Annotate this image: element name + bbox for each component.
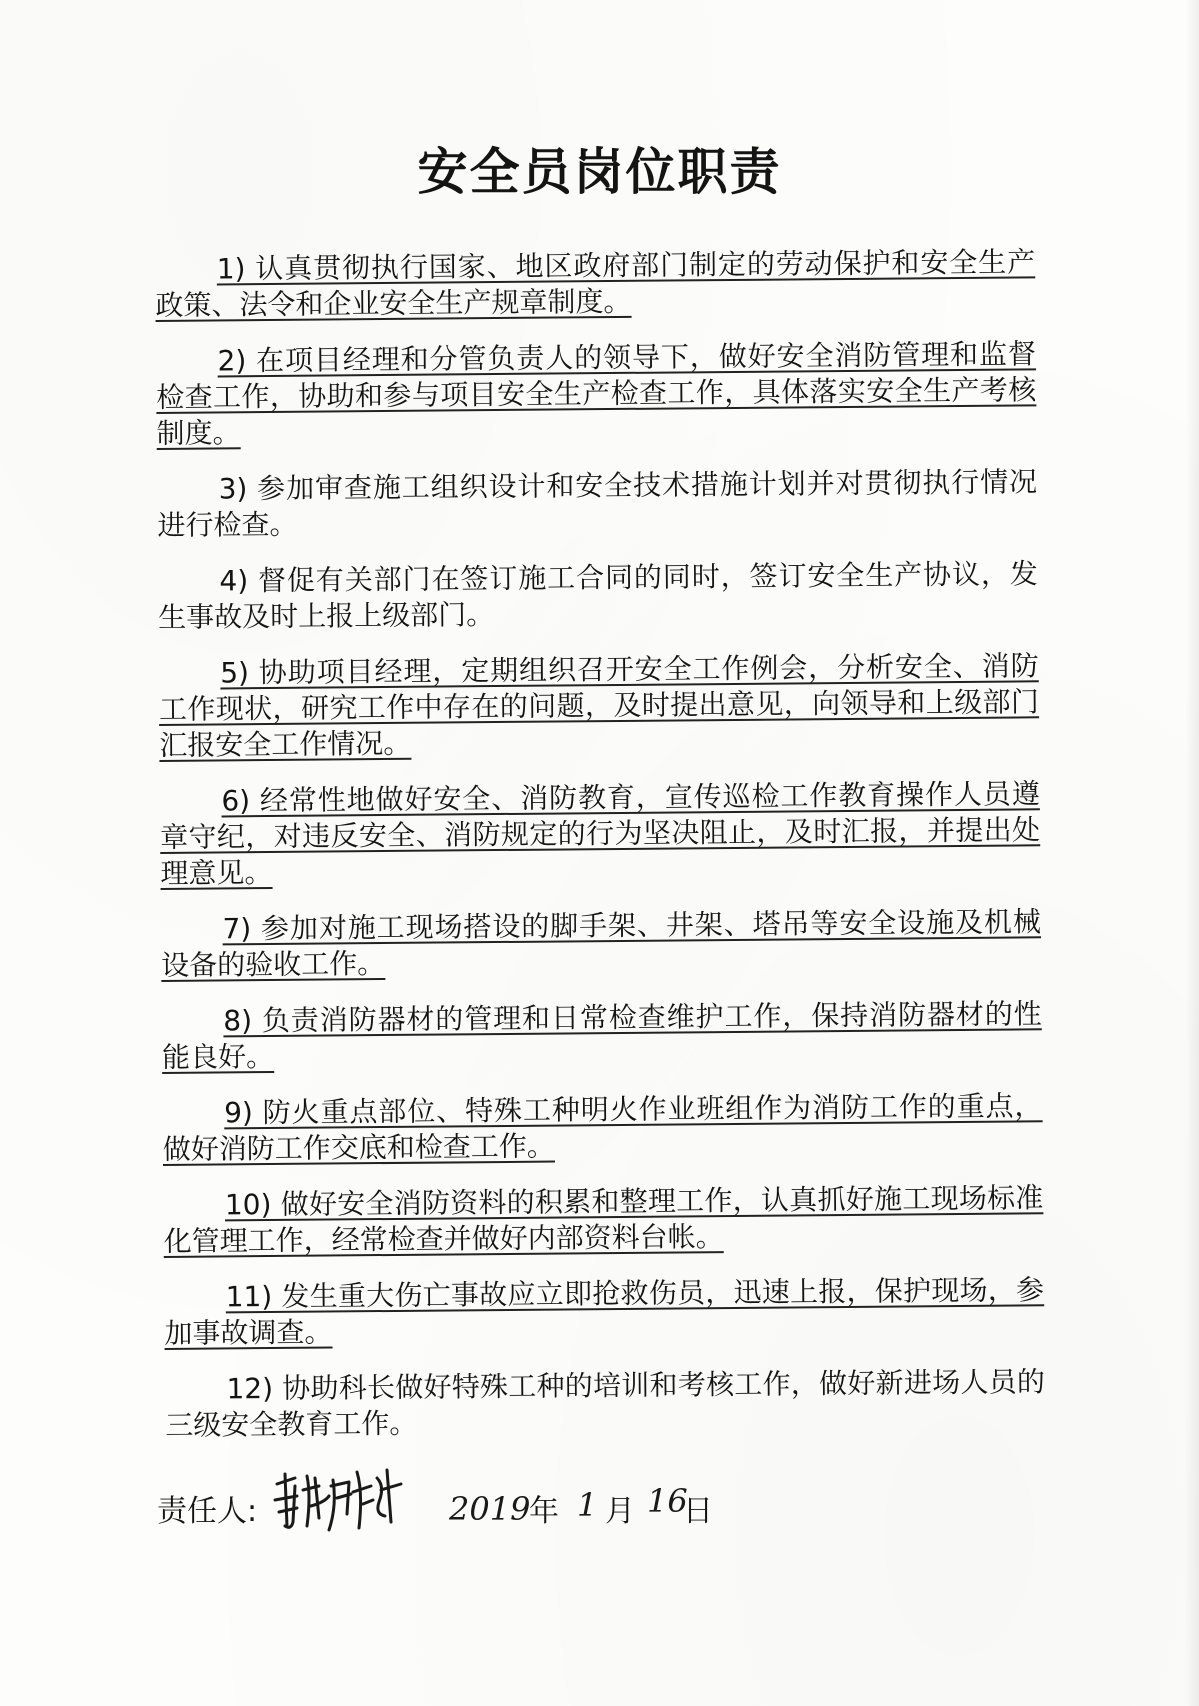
date-month-unit: 月 bbox=[605, 1494, 635, 1529]
signed-month: 1 bbox=[577, 1486, 598, 1524]
duty-list bbox=[155, 244, 1046, 1464]
signed-year: 2019 bbox=[449, 1490, 531, 1528]
duty-item: 8) 负责消防器材的管理和日常检查维护工作，保持消防器材的性能良好。 bbox=[161, 997, 1042, 1074]
duty-item: 10) 做好安全消防资料的积累和整理工作，认真抓好施工现场标准化管理工作，经常检查并做好内部资料台帐。 bbox=[163, 1181, 1044, 1258]
duty-item: 9) 防火重点部位、特殊工种明火作业班组作为消防工作的重点，做好消防工作交底和检查工作。 bbox=[162, 1089, 1043, 1166]
signature-label: 责任人: bbox=[157, 1494, 258, 1529]
duty-item: 3) 参加审查施工组织设计和安全技术措施计划并对贯彻执行情况进行检查。 bbox=[157, 465, 1038, 542]
duty-item: 11) 发生重大伤亡事故应立即抢救伤员，迅速上报，保护现场，参加事故调查。 bbox=[164, 1273, 1045, 1350]
duty-item: 5) 协助项目经理，定期组织召开安全工作例会，分析安全、消防工作现状，研究工作中存在的问题，及时提出意见，向领导和上级部门汇报安全工作情况。 bbox=[158, 649, 1040, 762]
duty-item: 4) 督促有关部门在签订施工合同的同时，签订安全生产协议，发生事故及时上报上级部门。 bbox=[158, 557, 1038, 634]
duty-item: 6) 经常性地做好安全、消防教育，宣传巡检工作教育操作人员遵章守纪，对违反安全、消防规定的行为坚决阻止，及时汇报，并提出处理意见。 bbox=[159, 777, 1041, 890]
duty-item: 12) 协助科长做好特殊工种的培训和考核工作，做好新进场人员的三级安全教育工作。 bbox=[165, 1365, 1046, 1442]
date-day-unit: 日 bbox=[683, 1494, 713, 1529]
scan-edge-shadow bbox=[1185, 0, 1199, 1706]
duty-item: 2) 在项目经理和分管负责人的领导下，做好安全消防管理和监督检查工作，协助和参与项目安全生产检查工作，具体落实安全生产考核制度。 bbox=[156, 337, 1037, 450]
document-title: 安全员岗位职责 bbox=[417, 143, 782, 201]
signature-block bbox=[157, 1478, 1037, 1558]
signed-day: 16 bbox=[647, 1482, 688, 1520]
handwritten-signature bbox=[267, 1456, 417, 1536]
date-year-unit: 年 bbox=[529, 1494, 559, 1529]
duty-item: 7) 参加对施工现场搭设的脚手架、井架、塔吊等安全设施及机械设备的验收工作。 bbox=[161, 905, 1042, 982]
duty-item: 1) 认真贯彻执行国家、地区政府部门制定的劳动保护和安全生产政策、法令和企业安全生产规章制度。 bbox=[155, 245, 1036, 322]
